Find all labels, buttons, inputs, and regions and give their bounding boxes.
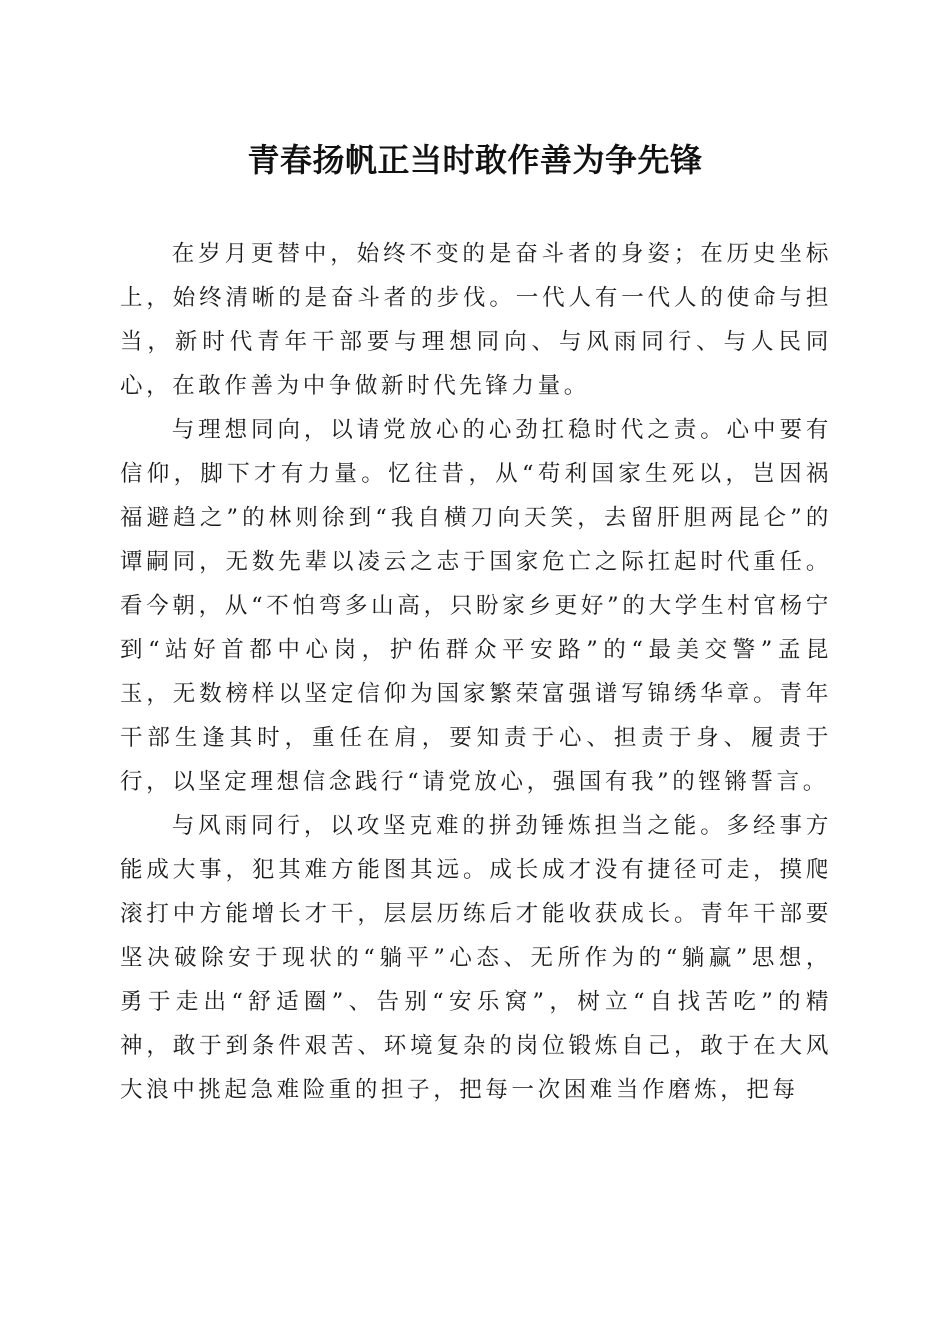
document-title: 青春扬帆正当时敢作善为争先锋 [247, 141, 703, 179]
paragraph-intro: 在岁月更替中，始终不变的是奋斗者的身姿；在历史坐标上，始终清晰的是奋斗者的步伐。一代人有一代人的使命与担当，新时代青年干部要与理想同向、与风雨同行、与人民同心，在敢作善为中争做新时代先锋力量。 [120, 241, 832, 399]
paragraph-ideals: 与理想同向，以请党放心的心劲扛稳时代之责。心中要有信仰，脚下才有力量。忆往昔，从“苟利国家生死以，岂因祸福避趋之”的林则徐到“我自横刀向天笑，去留肝胆两昆仑”的谭嗣同，无数先辈以凌云之志于国家危亡之际扛起时代重任。看今朝，从“不怕弯多山高，只盼家乡更好”的大学生村官杨宁到“站好首都中心岗，护佑群众平安路”的“最美交警”孟昆玉，无数榜样以坚定信仰为国家繁荣富强谱写锦绣华章。青年干部生逢其时，重任在肩，要知责于心、担责于身、履责于行，以坚定理想信念践行“请党放心，强国有我”的铿锵誓言。 [120, 417, 832, 795]
document-body [120, 232, 832, 1112]
paragraph-hardship: 与风雨同行，以攻坚克难的拼劲锤炼担当之能。多经事方能成大事，犯其难方能图其远。成长成才没有捷径可走，摸爬滚打中方能增长才干，层层历练后才能收获成长。青年干部要坚决破除安于现状的“躺平”心态、无所作为的“躺赢”思想，勇于走出“舒适圈”、告别“安乐窝”，树立“自找苦吃”的精神，敢于到条件艰苦、环境复杂的岗位锻炼自己，敢于在大风大浪中挑起急难险重的担子，把每一次困难当作磨炼，把每 [120, 813, 832, 1103]
